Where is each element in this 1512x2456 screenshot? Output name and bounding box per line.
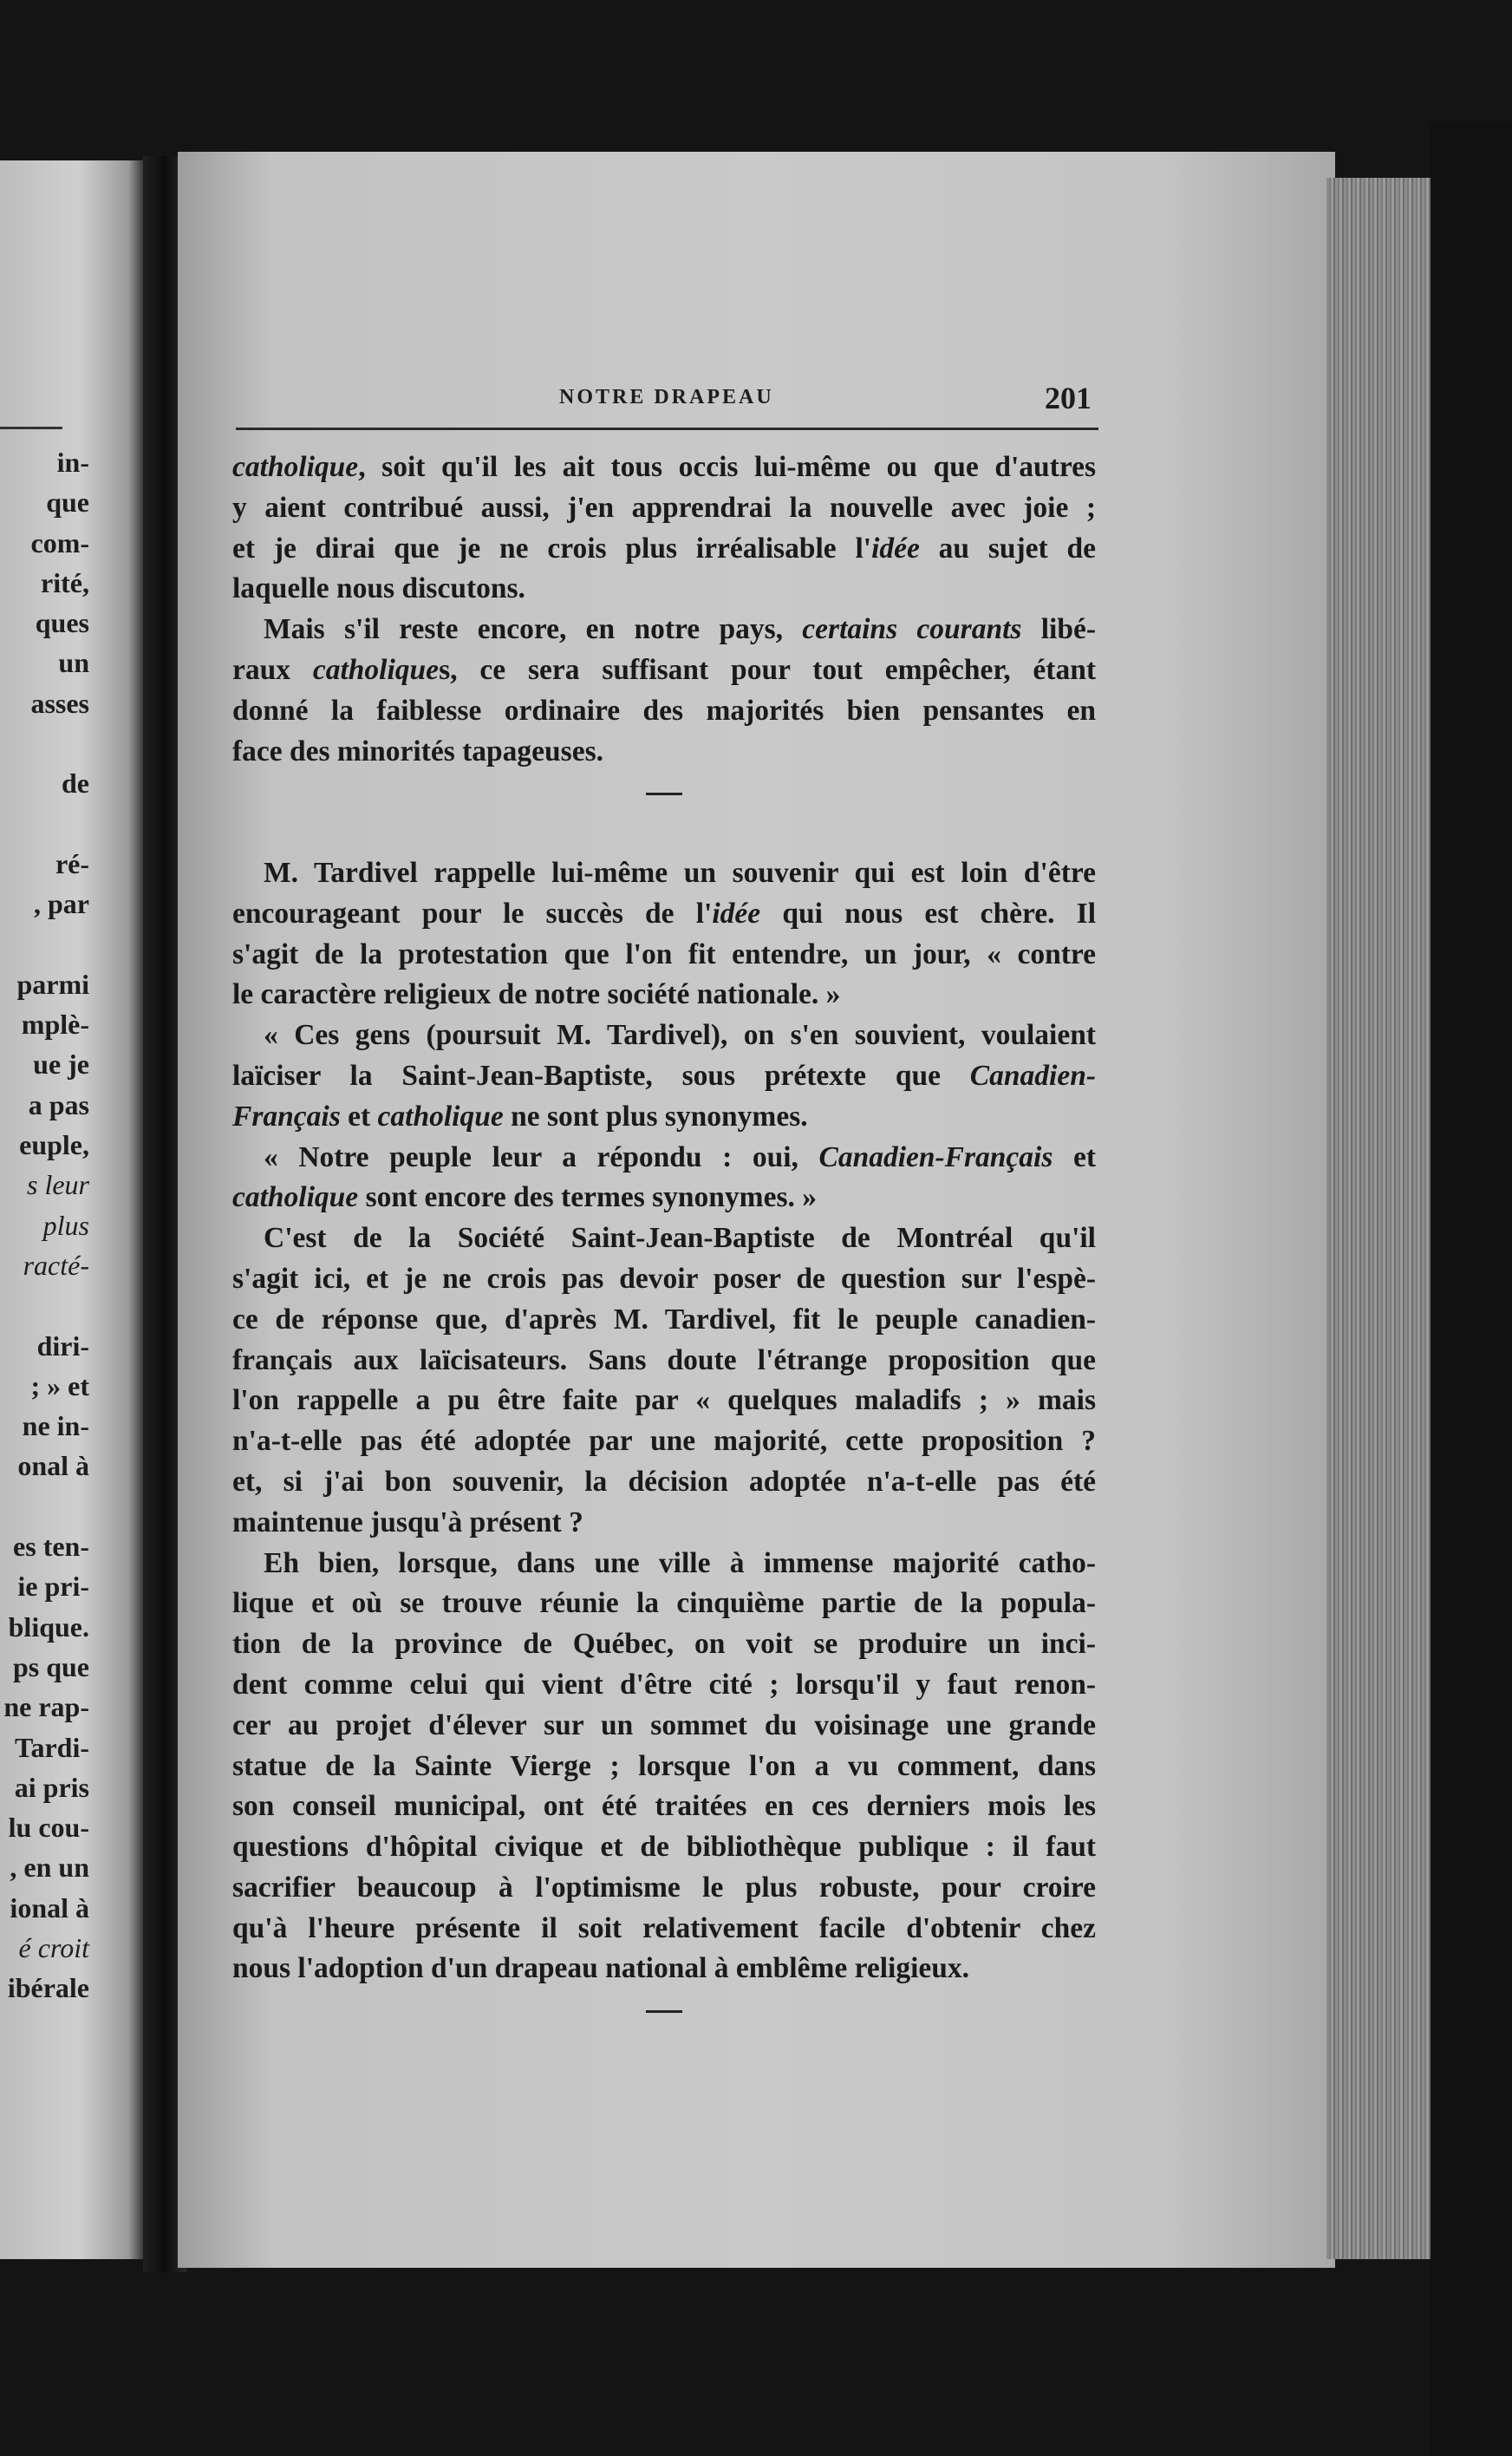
text-line: C'est de la Société Saint-Jean-Baptiste de Montréal qu'il — [264, 1222, 1096, 1255]
left-page-line: ré- — [55, 847, 89, 879]
left-page-line: blique. — [8, 1610, 89, 1643]
text-line: cer au projet d'élever sur un sommet du voisinage une grande — [232, 1708, 1096, 1741]
left-page-line: lu cou- — [8, 1812, 89, 1844]
left-page-line: de — [62, 768, 89, 800]
section-separator — [232, 772, 1096, 813]
left-page-line: in- — [56, 447, 89, 478]
left-page-line: , par — [34, 888, 89, 920]
left-page-line: ques — [35, 607, 89, 639]
left-page-line: mplè- — [21, 1009, 89, 1041]
text-line: laïciser la Saint-Jean-Baptiste, sous prétexte que Canadien- — [232, 1059, 1096, 1092]
left-page-line: plus — [42, 1209, 89, 1241]
left-page-line: ibérale — [7, 1972, 89, 2004]
text-line: maintenue jusqu'à présent ? — [232, 1506, 583, 1538]
left-facing-page — [0, 160, 143, 2259]
text-line: catholique sont encore des termes synonymes. » — [232, 1181, 817, 1214]
text-line: son conseil municipal, ont été traitées en ces derniers mois les — [232, 1790, 1096, 1823]
left-page-line: com- — [30, 526, 89, 558]
left-page-line: onal à — [17, 1450, 89, 1482]
text-line: statue de la Sainte Vierge ; lorsque l'on a vu comment, dans — [232, 1749, 1096, 1782]
left-page-line: a pas — [28, 1088, 89, 1120]
left-page-line — [0, 804, 143, 844]
text-line: questions d'hôpital civique et de bibliothèque publique : il faut — [232, 1831, 1096, 1864]
left-page-line: es ten- — [13, 1531, 89, 1563]
left-page-line — [0, 723, 143, 763]
italic-phrase: catholique — [312, 653, 440, 686]
left-page-line — [0, 1486, 143, 1526]
text-line: face des minorités tapageuses. — [232, 735, 603, 768]
text-line: raux catholiques, ce sera suffisant pour tout empêcher, étant — [232, 653, 1096, 686]
left-page-line: ne in- — [22, 1410, 89, 1442]
text-line: s'agit de la protestation que l'on fit entendre, un jour, « contre — [232, 937, 1096, 970]
page-stack-edges — [1326, 178, 1431, 2259]
italic-phrase: catholique — [377, 1100, 504, 1133]
text-line: dent comme celui qui vient d'être cité ; lorsqu'il y faut renon- — [232, 1668, 1096, 1701]
text-line: donné la faiblesse ordinaire des majorités bien pensantes en — [232, 694, 1096, 727]
text-line: catholique, soit qu'il les ait tous occis lui-même ou que d'autres — [232, 451, 1096, 483]
left-page-line: ie pri- — [17, 1571, 89, 1603]
left-page-line: un — [58, 647, 89, 679]
left-page-line: diri- — [36, 1329, 89, 1362]
text-line: et je dirai que je ne crois plus irréalisable l'idée au sujet de — [232, 532, 1096, 565]
left-page-line — [0, 1285, 143, 1325]
header-rule — [236, 428, 1098, 430]
left-page-header-rule — [0, 427, 62, 429]
text-line: Mais s'il reste encore, en notre pays, certains courants libé- — [264, 613, 1096, 646]
text-line: s'agit ici, et je ne crois pas devoir poser de question sur l'espè- — [232, 1262, 1096, 1295]
left-page-line: ne rap- — [3, 1691, 89, 1723]
left-page-line: ai pris — [14, 1771, 89, 1803]
left-page-line: ue je — [33, 1048, 89, 1081]
text-line: Français et catholique ne sont plus synonymes. — [232, 1100, 808, 1133]
running-title: NOTRE DRAPEAU — [559, 386, 774, 408]
text-line: français aux laïcisateurs. Sans doute l'étrange proposition que — [232, 1343, 1096, 1376]
italic-phrase: catholique — [232, 1181, 359, 1214]
text-line: Eh bien, lorsque, dans une ville à immense majorité catho- — [264, 1546, 1096, 1579]
italic-phrase: Français — [232, 1100, 341, 1133]
text-line: nous l'adoption d'un drapeau national à emblême religieux. — [232, 1952, 970, 1985]
page-number: 201 — [1045, 381, 1092, 415]
text-line: qu'à l'heure présente il soit relativement facile d'obtenir chez — [232, 1911, 1096, 1944]
left-page-text — [0, 442, 143, 2009]
left-page-line: Tardi- — [15, 1731, 89, 1763]
text-line: n'a-t-elle pas été adoptée par une majorité, cette proposition ? — [232, 1425, 1096, 1458]
left-page-line: ional à — [10, 1891, 89, 1924]
italic-phrase: idée — [871, 532, 920, 565]
left-page-line: é croit — [18, 1931, 89, 1963]
left-page-line: euple, — [19, 1129, 89, 1161]
text-line: le caractère religieux de notre société nationale. » — [232, 978, 841, 1011]
text-line: et, si j'ai bon souvenir, la décision adoptée n'a-t-elle pas été — [232, 1465, 1096, 1498]
italic-phrase: Canadien-Français — [818, 1140, 1053, 1173]
italic-phrase: idée — [712, 897, 761, 930]
text-line: ce de réponse que, d'après M. Tardivel, fit le peuple canadien- — [232, 1303, 1096, 1336]
left-page-line: racté- — [23, 1249, 89, 1281]
left-page-line — [0, 924, 143, 964]
left-page-line: asses — [30, 687, 89, 719]
text-line: lique et où se trouve réunie la cinquième partie de la popula- — [232, 1587, 1096, 1620]
text-line: encourageant pour le succès de l'idée qui nous est chère. Il — [232, 897, 1097, 930]
left-page-line: ps que — [12, 1650, 89, 1682]
text-line: sacrifier beaucoup à l'optimisme le plus robuste, pour croire — [232, 1871, 1096, 1904]
italic-phrase: catholique — [232, 451, 359, 483]
text-line: « Ces gens (poursuit M. Tardivel), on s'en souvient, voulaient — [264, 1019, 1096, 1052]
text-line: tion de la province de Québec, on voit se produire un inci- — [232, 1628, 1096, 1661]
body-text — [232, 447, 1096, 2030]
left-page-line: ; » et — [30, 1369, 89, 1401]
text-line: M. Tardivel rappelle lui-même un souvenir qui est loin d'être — [264, 856, 1096, 889]
left-page-line: parmi — [16, 968, 89, 1000]
text-line: « Notre peuple leur a répondu : oui, Canadien-Français et — [264, 1140, 1096, 1173]
text-line: laquelle nous discutons. — [232, 572, 525, 605]
left-page-line: rité, — [41, 566, 89, 598]
left-page-line: s leur — [27, 1169, 89, 1201]
background-edge — [1431, 121, 1512, 2456]
italic-phrase: Canadien- — [969, 1059, 1096, 1092]
text-line: l'on rappelle a pu être faite par « quelques maladifs ; » mais — [232, 1384, 1096, 1417]
blank-line — [232, 813, 1096, 853]
left-page-line: , en un — [10, 1852, 89, 1884]
italic-phrase: certains courants — [802, 613, 1022, 646]
left-page-line: que — [46, 487, 89, 519]
section-separator — [232, 1989, 1096, 2030]
text-line: y aient contribué aussi, j'en apprendrai la nouvelle avec joie ; — [232, 491, 1096, 524]
